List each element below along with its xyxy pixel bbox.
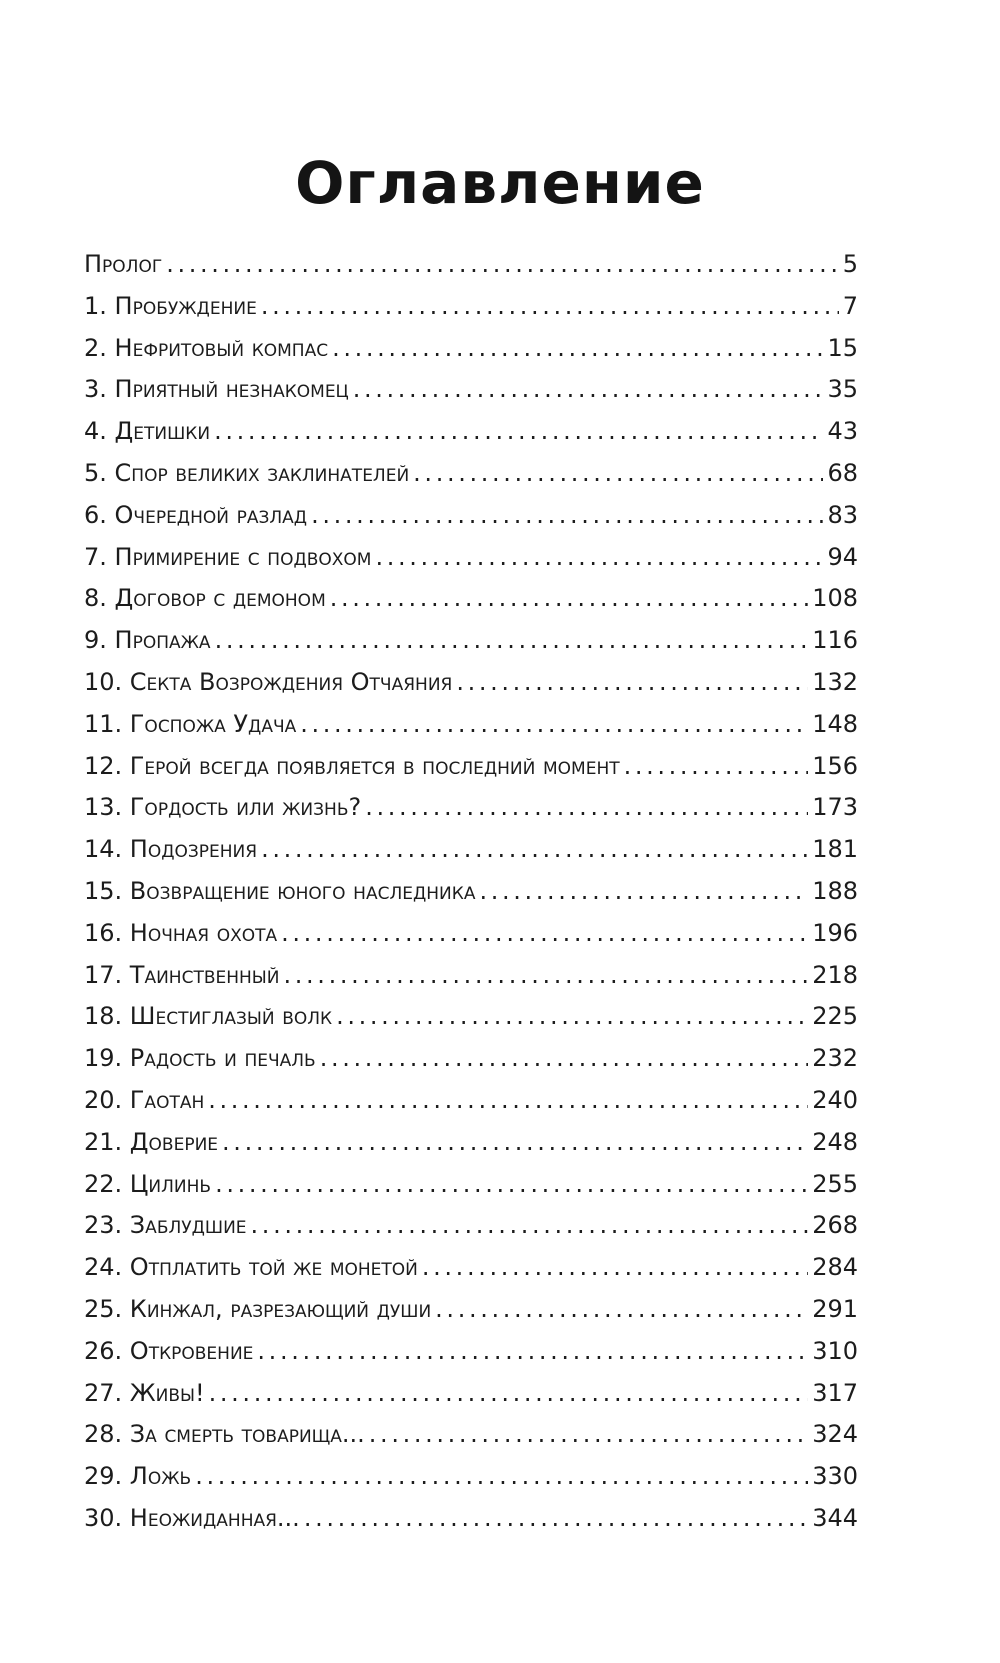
toc-entry-title: 7. Примирение с подвохом	[84, 542, 372, 571]
toc-entry-page-number: 310	[812, 1336, 858, 1365]
toc-entry-title: 12. Герой всегда появляется в последний момент	[84, 751, 620, 780]
toc-entry-title: 30. Неожиданная...	[84, 1503, 300, 1532]
toc-entry	[84, 584, 858, 626]
toc-entry-page-number: 173	[812, 793, 858, 822]
toc-entry-page-number: 156	[812, 751, 858, 780]
toc-dot-leader	[413, 459, 823, 487]
toc-entry	[84, 877, 858, 919]
toc-entry-page-number: 344	[812, 1503, 858, 1532]
toc-entry	[84, 961, 858, 1003]
toc-dot-leader	[222, 1128, 808, 1156]
toc-entry-page-number: 108	[812, 584, 858, 613]
toc-dot-leader	[435, 1295, 808, 1323]
toc-entry	[84, 250, 858, 292]
toc-entry-title: 26. Откровение	[84, 1336, 254, 1365]
toc-entry	[84, 459, 858, 501]
toc-entry-title: 22. Цилинь	[84, 1169, 212, 1198]
toc-entry-page-number: 255	[812, 1169, 858, 1198]
toc-entry	[84, 1253, 858, 1295]
toc-entry-page-number: 324	[812, 1420, 858, 1449]
toc-entry-page-number: 94	[827, 542, 858, 571]
toc-entry	[84, 375, 858, 417]
toc-entry-title: 16. Ночная охота	[84, 918, 278, 947]
toc-entry-page-number: 5	[842, 250, 858, 278]
toc-entry	[84, 543, 858, 585]
toc-entry-title: 14. Подозрения	[84, 835, 258, 864]
toc-entry-title: 28. За смерть товарища...	[84, 1420, 365, 1449]
toc-entry-page-number: 291	[812, 1294, 858, 1323]
toc-entry	[84, 1128, 858, 1170]
toc-entry-page-number: 116	[812, 626, 858, 655]
toc-dot-leader	[209, 1379, 809, 1407]
toc-dot-leader	[215, 1170, 808, 1198]
toc-entry-title: 10. Секта Возрождения Отчаяния	[84, 667, 453, 696]
toc-dot-leader	[456, 668, 808, 696]
toc-entry-page-number: 7	[842, 291, 858, 320]
toc-entry-title: 5. Спор великих заклинателей	[84, 458, 410, 487]
toc-entry-title: 3. Приятный незнакомец	[84, 375, 349, 404]
toc-dot-leader	[166, 250, 839, 278]
table-of-contents	[84, 250, 858, 1546]
toc-dot-leader	[332, 334, 823, 362]
toc-entry-title: 9. Пропажа	[84, 626, 211, 655]
page-title: Оглавление	[295, 149, 705, 217]
toc-entry	[84, 417, 858, 459]
toc-dot-leader	[422, 1253, 808, 1281]
toc-entry	[84, 334, 858, 376]
toc-entry	[84, 919, 858, 961]
toc-entry	[84, 710, 858, 752]
toc-dot-leader	[320, 1044, 808, 1072]
toc-entry	[84, 668, 858, 710]
toc-entry	[84, 1002, 858, 1044]
toc-entry-page-number: 148	[812, 709, 858, 738]
toc-entry-page-number: 284	[812, 1253, 858, 1282]
toc-dot-leader	[215, 626, 809, 654]
toc-entry-title: 27. Живы!	[84, 1378, 205, 1407]
toc-dot-leader	[261, 292, 839, 320]
toc-dot-leader	[624, 752, 809, 780]
toc-dot-leader	[304, 1504, 808, 1532]
toc-entry	[84, 1420, 858, 1462]
toc-dot-leader	[375, 543, 823, 571]
toc-entry-page-number: 15	[827, 333, 858, 362]
toc-entry-page-number: 188	[812, 876, 858, 905]
toc-entry-title: 18. Шестиглазый волк	[84, 1002, 333, 1031]
toc-entry-page-number: 218	[812, 960, 858, 989]
toc-entry-title: 23. Заблудшие	[84, 1211, 247, 1240]
toc-entry-page-number: 43	[827, 417, 858, 446]
toc-entry-title: Пролог	[84, 250, 163, 278]
toc-entry	[84, 292, 858, 334]
toc-dot-leader	[369, 1420, 808, 1448]
toc-entry-title: 1. Пробуждение	[84, 291, 257, 320]
toc-entry-title: 29. Ложь	[84, 1462, 192, 1491]
toc-entry	[84, 1211, 858, 1253]
toc-entry-page-number: 83	[827, 500, 858, 529]
toc-entry	[84, 793, 858, 835]
toc-dot-leader	[284, 961, 809, 989]
toc-entry	[84, 1504, 858, 1546]
toc-entry-page-number: 330	[812, 1462, 858, 1491]
toc-dot-leader	[251, 1211, 809, 1239]
toc-entry	[84, 1295, 858, 1337]
toc-entry-page-number: 240	[812, 1085, 858, 1114]
toc-entry-page-number: 317	[812, 1378, 858, 1407]
toc-dot-leader	[281, 919, 808, 947]
toc-entry-title: 6. Очередной разлад	[84, 500, 308, 529]
toc-dot-leader	[300, 710, 808, 738]
toc-entry-title: 11. Госпожа Удача	[84, 709, 297, 738]
toc-dot-leader	[479, 877, 808, 905]
toc-dot-leader	[214, 417, 823, 445]
toc-dot-leader	[257, 1337, 808, 1365]
toc-entry-page-number: 132	[812, 667, 858, 696]
toc-dot-leader	[195, 1462, 808, 1490]
toc-entry-title: 17. Таинственный	[84, 960, 280, 989]
toc-entry	[84, 752, 858, 794]
toc-entry	[84, 1044, 858, 1086]
toc-entry-title: 20. Гаотан	[84, 1085, 205, 1114]
toc-dot-leader	[365, 793, 808, 821]
toc-entry-title: 19. Радость и печаль	[84, 1044, 316, 1073]
toc-entry-title: 4. Детишки	[84, 417, 211, 446]
toc-entry-title: 15. Возвращение юного наследника	[84, 876, 476, 905]
toc-entry-page-number: 35	[827, 375, 858, 404]
toc-entry	[84, 835, 858, 877]
toc-entry-page-number: 181	[812, 835, 858, 864]
toc-dot-leader	[353, 375, 824, 403]
toc-dot-leader	[311, 501, 823, 529]
toc-entry-title: 21. Доверие	[84, 1127, 219, 1156]
toc-entry-page-number: 268	[812, 1211, 858, 1240]
toc-entry-title: 8. Договор с демоном	[84, 584, 326, 613]
toc-entry	[84, 626, 858, 668]
toc-entry-title: 24. Отплатить той же монетой	[84, 1253, 418, 1282]
toc-entry-title: 13. Гордость или жизнь?	[84, 793, 362, 822]
toc-entry	[84, 1170, 858, 1212]
toc-entry-page-number: 225	[812, 1002, 858, 1031]
toc-dot-leader	[261, 835, 808, 863]
toc-entry-page-number: 248	[812, 1127, 858, 1156]
toc-dot-leader	[208, 1086, 808, 1114]
toc-entry-page-number: 196	[812, 918, 858, 947]
toc-entry	[84, 1379, 858, 1421]
toc-entry	[84, 1337, 858, 1379]
toc-entry	[84, 501, 858, 543]
toc-dot-leader	[336, 1002, 808, 1030]
toc-entry-title: 25. Кинжал, разрезающий души	[84, 1294, 432, 1323]
toc-entry-title: 2. Нефритовый компас	[84, 333, 329, 362]
toc-entry-page-number: 232	[812, 1044, 858, 1073]
toc-entry	[84, 1462, 858, 1504]
toc-dot-leader	[330, 584, 808, 612]
toc-entry	[84, 1086, 858, 1128]
toc-entry-page-number: 68	[827, 458, 858, 487]
